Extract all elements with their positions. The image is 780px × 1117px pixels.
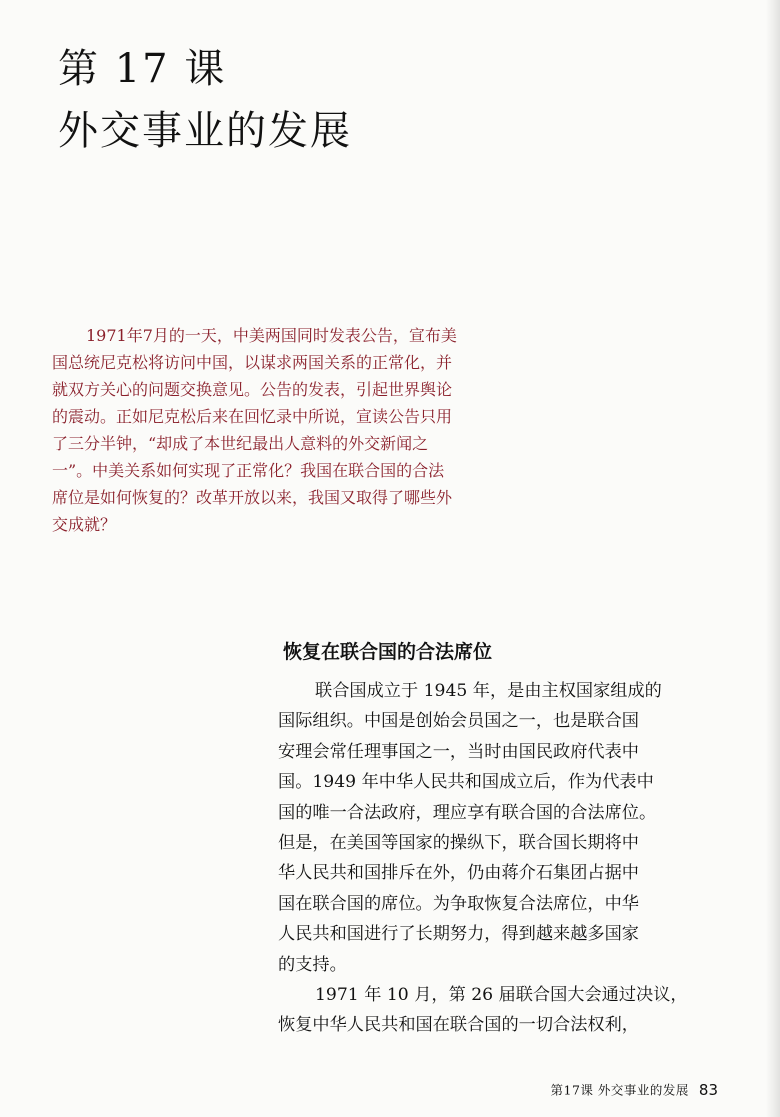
intro-line: 的震动。正如尼克松后来在回忆录中所说，宣读公告只用: [52, 407, 453, 426]
page-binding-shadow: [766, 0, 780, 1117]
intro-line: 就双方关心的问题交换意见。公告的发表，引起世界舆论: [52, 380, 453, 399]
body-line: 人民共和国进行了长期努力，得到越来越多国家: [278, 924, 639, 945]
intro-line: 了三分半钟，“却成了本世纪最出人意料的外交新闻之: [52, 434, 429, 453]
body-line: 恢复中华人民共和国在联合国的一切合法权利，: [278, 1015, 639, 1036]
intro-line: 一”。中美关系如何实现了正常化？我国在联合国的合法: [52, 461, 445, 480]
lesson-title: 外交事业的发展: [58, 108, 352, 154]
body-line: 但是，在美国等国家的操纵下，联合国长期将中: [278, 832, 639, 853]
section-heading: 恢复在联合国的合法席位: [283, 641, 493, 663]
body-line: 安理会常任理事国之一，当时由国民政府代表中: [278, 741, 639, 762]
intro-line: 席位是如何恢复的？改革开放以来，我国又取得了哪些外: [52, 488, 453, 507]
page-number: 83: [698, 1080, 718, 1099]
body-line: 国际组织。中国是创始会员国之一，也是联合国: [278, 711, 639, 732]
lesson-number: 第 17 课: [58, 46, 227, 92]
body-line: 华人民共和国排斥在外，仍由蒋介石集团占据中: [278, 863, 639, 884]
body-line: 联合国成立于 1945 年，是由主权国家组成的: [315, 681, 662, 701]
body-line: 国在联合国的席位。为争取恢复合法席位，中华: [278, 893, 639, 914]
page-footer: [551, 1079, 718, 1099]
intro-line: 国总统尼克松将访问中国，以谋求两国关系的正常化，并: [52, 353, 453, 372]
body-line: 国。1949 年中华人民共和国成立后，作为代表中: [278, 772, 654, 793]
body-line: 1971 年 10 月，第 26 届联合国大会通过决议，: [315, 984, 688, 1005]
section-body: [278, 676, 730, 1041]
intro-line: 1971年7月的一天，中美两国同时发表公告，宣布美: [86, 326, 457, 345]
running-title: 第17课 外交事业的发展: [550, 1082, 689, 1098]
intro-line: 交成就？: [52, 515, 117, 534]
body-line: 的支持。: [278, 954, 347, 975]
body-line: 国的唯一合法政府，理应享有联合国的合法席位。: [278, 802, 657, 823]
intro-paragraph: [52, 322, 498, 538]
